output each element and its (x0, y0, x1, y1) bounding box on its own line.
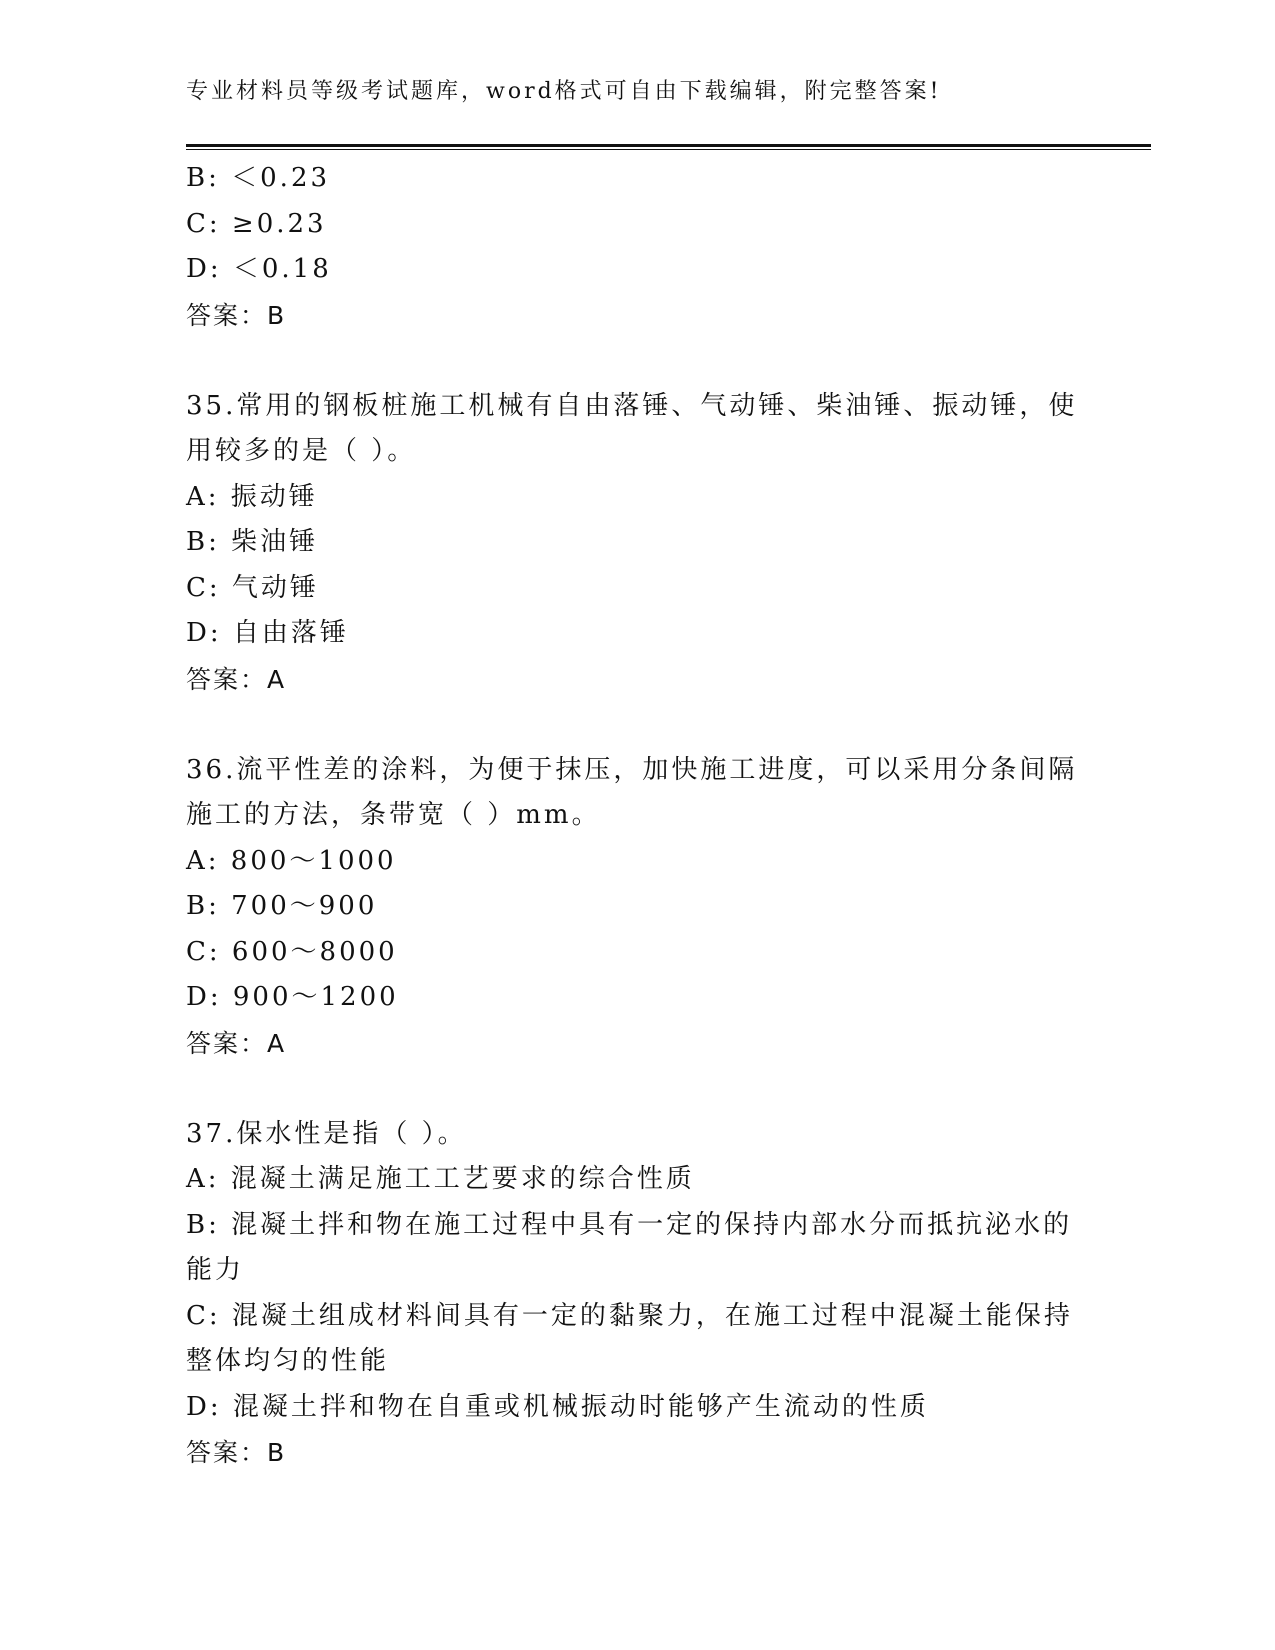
question-35 (186, 384, 1078, 703)
option-b-continued: 能力 (186, 1255, 245, 1285)
question-text: 35.常用的钢板桩施工机械有自由落锤、气动锤、柴油锤、振动锤，使 (186, 390, 1078, 421)
answer-line: 答案：A (186, 664, 287, 694)
option-a: A: 混凝土满足施工工艺要求的综合性质 (186, 1164, 695, 1194)
option-c: C: ≥0.23 (186, 208, 327, 239)
option-c: C: 600～8000 (186, 936, 398, 967)
answer-line: 答案：A (186, 1028, 287, 1058)
option-b: B: 柴油锤 (186, 527, 319, 557)
option-c-continued: 整体均匀的性能 (186, 1346, 390, 1376)
header-divider (186, 144, 1151, 147)
question-34-continued (186, 156, 1066, 338)
answer-line: 答案：B (186, 1438, 287, 1467)
option-d: D: ＜0.18 (186, 254, 332, 284)
option-c: C: 气动锤 (186, 572, 319, 603)
option-d: D: 混凝土拌和物在自重或机械振动时能够产生流动的性质 (186, 1391, 929, 1422)
question-36 (186, 748, 1078, 1067)
spacer (186, 1066, 1066, 1112)
question-text: 用较多的是（ ）。 (186, 436, 417, 466)
option-d: D: 900～1200 (186, 982, 399, 1012)
spacer (186, 702, 1066, 748)
option-b: B: 700～900 (186, 891, 378, 921)
spacer (186, 338, 1066, 384)
question-37 (186, 1112, 1073, 1476)
page-header: 专业材料员等级考试题库，word格式可自由下载编辑，附完整答案! (186, 79, 942, 104)
question-text: 施工的方法，条带宽（ ）mm。 (186, 800, 601, 830)
option-a: A: 振动锤 (186, 481, 318, 512)
option-a: A: 800～1000 (186, 845, 397, 876)
option-d: D: 自由落锤 (186, 618, 349, 648)
question-content (186, 156, 1078, 1476)
header-divider-thin (186, 149, 1151, 150)
question-text: 37.保水性是指（ ）。 (186, 1118, 467, 1149)
option-c: C: 混凝土组成材料间具有一定的黏聚力，在施工过程中混凝土能保持 (186, 1300, 1073, 1331)
answer-line: 答案：B (186, 300, 287, 330)
option-b: B: 混凝土拌和物在施工过程中具有一定的保持内部水分而抵抗泌水的 (186, 1209, 1073, 1240)
option-b: B: ＜0.23 (186, 163, 331, 193)
question-text: 36.流平性差的涂料，为便于抹压，加快施工进度，可以采用分条间隔 (186, 754, 1078, 785)
